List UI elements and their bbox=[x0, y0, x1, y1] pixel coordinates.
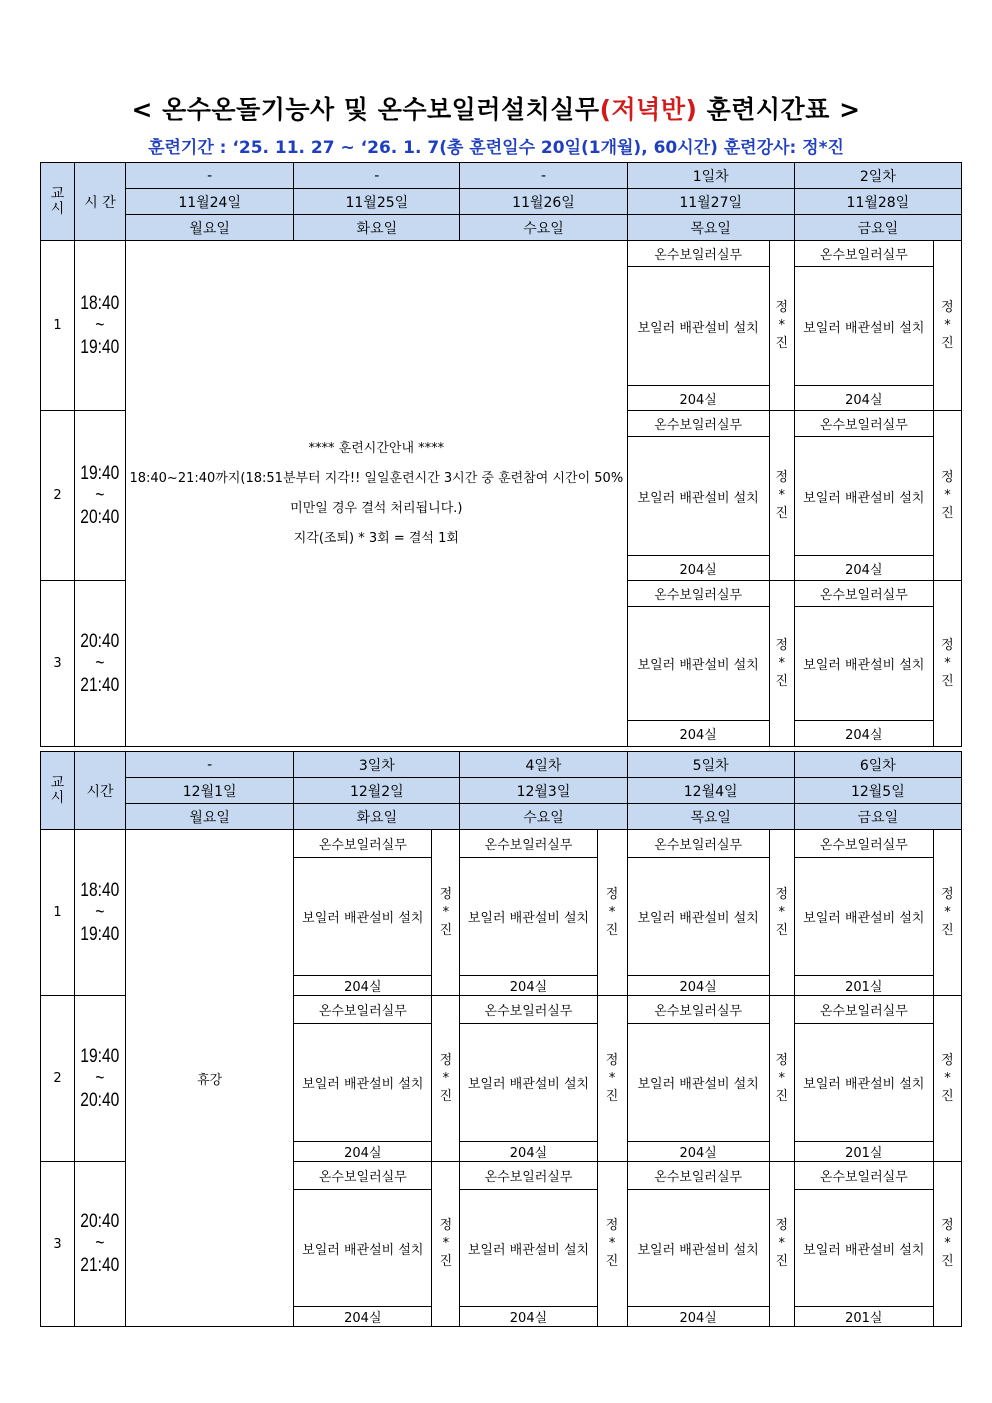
room: 204실 bbox=[627, 976, 769, 996]
instructor: 정 * 진 bbox=[769, 411, 794, 581]
course-name: 온수보일러실무 bbox=[794, 411, 933, 437]
course-name: 온수보일러실무 bbox=[627, 830, 769, 858]
day-weekday: 화요일 bbox=[294, 215, 460, 241]
course-name: 온수보일러실무 bbox=[794, 830, 933, 858]
instructor: 정 * 진 bbox=[933, 411, 961, 581]
day-date: 11월28일 bbox=[794, 189, 961, 215]
period-number: 1 bbox=[41, 830, 75, 996]
day-seq: 3일차 bbox=[294, 752, 460, 778]
day-weekday: 수요일 bbox=[460, 215, 627, 241]
course-name: 온수보일러실무 bbox=[627, 411, 769, 437]
room: 204실 bbox=[627, 721, 769, 747]
lesson-content: 보일러 배관설비 설치 bbox=[794, 1024, 933, 1142]
lesson-content: 보일러 배관설비 설치 bbox=[294, 1024, 432, 1142]
day-date: 11월27일 bbox=[627, 189, 794, 215]
instructor: 정 * 진 bbox=[432, 996, 460, 1162]
room: 204실 bbox=[294, 1307, 432, 1327]
period-header: 교 시 bbox=[41, 163, 75, 241]
instructor: 정 * 진 bbox=[769, 241, 794, 411]
room: 204실 bbox=[460, 1307, 597, 1327]
period-number: 3 bbox=[41, 1162, 75, 1327]
lesson-content: 보일러 배관설비 설치 bbox=[460, 1190, 597, 1307]
notice-tardy-rule: 지각(조퇴) * 3회 = 결석 1회 bbox=[293, 530, 459, 546]
instructor: 정 * 진 bbox=[933, 581, 961, 747]
period-number: 3 bbox=[41, 581, 75, 747]
time-header: 시간 bbox=[75, 752, 126, 830]
period-time: 19:40 ~ 20:40 bbox=[75, 411, 126, 581]
room: 204실 bbox=[627, 1307, 769, 1327]
room: 204실 bbox=[627, 1142, 769, 1162]
room: 201실 bbox=[794, 1307, 933, 1327]
day-date: 12월1일 bbox=[126, 778, 294, 804]
day-date: 11월25일 bbox=[294, 189, 460, 215]
notice-heading: **** 훈련시간안내 **** bbox=[308, 440, 445, 456]
period-header: 교 시 bbox=[41, 752, 75, 830]
room: 204실 bbox=[794, 556, 933, 581]
day-date: 12월3일 bbox=[460, 778, 627, 804]
period-number: 2 bbox=[41, 996, 75, 1162]
room: 204실 bbox=[627, 386, 769, 411]
lesson-content: 보일러 배관설비 설치 bbox=[460, 858, 597, 976]
instructor: 정 * 진 bbox=[933, 996, 961, 1162]
instructor: 정 * 진 bbox=[597, 1162, 627, 1327]
instructor: 정 * 진 bbox=[597, 996, 627, 1162]
title-main: < 온수온돌기능사 및 온수보일러설치실무 bbox=[131, 95, 600, 124]
period-time: 20:40 ~ 21:40 bbox=[75, 581, 126, 747]
day-seq: - bbox=[126, 752, 294, 778]
day-weekday: 수요일 bbox=[460, 804, 627, 830]
course-name: 온수보일러실무 bbox=[294, 830, 432, 858]
lesson-content: 보일러 배관설비 설치 bbox=[794, 437, 933, 556]
course-name: 온수보일러실무 bbox=[627, 241, 769, 267]
lesson-content: 보일러 배관설비 설치 bbox=[627, 1024, 769, 1142]
course-name: 온수보일러실무 bbox=[794, 581, 933, 607]
day-seq: - bbox=[460, 163, 627, 189]
instructor: 정 * 진 bbox=[933, 1162, 961, 1327]
day-date: 12월5일 bbox=[794, 778, 961, 804]
day-weekday: 금요일 bbox=[794, 804, 961, 830]
lesson-content: 보일러 배관설비 설치 bbox=[627, 437, 769, 556]
course-name: 온수보일러실무 bbox=[460, 1162, 597, 1190]
day-weekday: 금요일 bbox=[794, 215, 961, 241]
instructor: 정 * 진 bbox=[769, 581, 794, 747]
course-name: 온수보일러실무 bbox=[627, 581, 769, 607]
instructor: 정 * 진 bbox=[933, 241, 961, 411]
day-weekday: 월요일 bbox=[126, 215, 294, 241]
course-name: 온수보일러실무 bbox=[627, 996, 769, 1024]
lesson-content: 보일러 배관설비 설치 bbox=[460, 1024, 597, 1142]
instructor: 정 * 진 bbox=[432, 1162, 460, 1327]
day-seq: 6일차 bbox=[794, 752, 961, 778]
day-weekday: 목요일 bbox=[627, 215, 794, 241]
course-name: 온수보일러실무 bbox=[460, 996, 597, 1024]
room: 204실 bbox=[794, 386, 933, 411]
room: 204실 bbox=[294, 1142, 432, 1162]
no-class-label: 휴강 bbox=[126, 830, 294, 1327]
room: 204실 bbox=[794, 721, 933, 747]
course-name: 온수보일러실무 bbox=[794, 1162, 933, 1190]
lesson-content: 보일러 배관설비 설치 bbox=[627, 267, 769, 386]
training-period-info: 훈련기간 : ‘25. 11. 27 ~ ‘26. 1. 7(총 훈련일수 20일(1개월), 60시간) 훈련강사: 정*진 bbox=[148, 138, 844, 158]
period-time: 20:40 ~ 21:40 bbox=[75, 1162, 126, 1327]
instructor: 정 * 진 bbox=[769, 830, 794, 996]
day-seq: 5일차 bbox=[627, 752, 794, 778]
instructor: 정 * 진 bbox=[769, 996, 794, 1162]
course-name: 온수보일러실무 bbox=[794, 996, 933, 1024]
instructor: 정 * 진 bbox=[769, 1162, 794, 1327]
course-name: 온수보일러실무 bbox=[627, 1162, 769, 1190]
lesson-content: 보일러 배관설비 설치 bbox=[794, 607, 933, 721]
day-date: 12월2일 bbox=[294, 778, 460, 804]
period-number: 1 bbox=[41, 241, 75, 411]
room: 201실 bbox=[794, 1142, 933, 1162]
day-date: 11월26일 bbox=[460, 189, 627, 215]
room: 204실 bbox=[460, 976, 597, 996]
period-number: 2 bbox=[41, 411, 75, 581]
lesson-content: 보일러 배관설비 설치 bbox=[294, 858, 432, 976]
time-header: 시 간 bbox=[75, 163, 126, 241]
instructor: 정 * 진 bbox=[432, 830, 460, 996]
schedule-week-2 bbox=[40, 751, 962, 1327]
day-seq: 1일차 bbox=[627, 163, 794, 189]
day-weekday: 월요일 bbox=[126, 804, 294, 830]
title-suffix: 훈련시간표 > bbox=[697, 95, 861, 124]
day-weekday: 목요일 bbox=[627, 804, 794, 830]
schedule-week-1 bbox=[40, 162, 962, 747]
instructor: 정 * 진 bbox=[597, 830, 627, 996]
training-notice bbox=[126, 241, 628, 747]
period-time: 18:40 ~ 19:40 bbox=[75, 830, 126, 996]
notice-body: 18:40~21:40까지(18:51분부터 지각!! 일일훈련시간 3시간 중 훈련참여 시간이 50%미만일 경우 결석 처리됩니다.) bbox=[129, 470, 624, 516]
period-time: 18:40 ~ 19:40 bbox=[75, 241, 126, 411]
day-seq: 4일차 bbox=[460, 752, 627, 778]
lesson-content: 보일러 배관설비 설치 bbox=[294, 1190, 432, 1307]
lesson-content: 보일러 배관설비 설치 bbox=[794, 858, 933, 976]
course-name: 온수보일러실무 bbox=[794, 241, 933, 267]
room: 204실 bbox=[460, 1142, 597, 1162]
day-seq: 2일차 bbox=[794, 163, 961, 189]
day-seq: - bbox=[294, 163, 460, 189]
day-weekday: 화요일 bbox=[294, 804, 460, 830]
lesson-content: 보일러 배관설비 설치 bbox=[627, 607, 769, 721]
lesson-content: 보일러 배관설비 설치 bbox=[794, 1190, 933, 1307]
room: 201실 bbox=[794, 976, 933, 996]
room: 204실 bbox=[627, 556, 769, 581]
period-time: 19:40 ~ 20:40 bbox=[75, 996, 126, 1162]
room: 204실 bbox=[294, 976, 432, 996]
day-seq: - bbox=[126, 163, 294, 189]
title-highlight: (저녁반) bbox=[599, 95, 698, 124]
lesson-content: 보일러 배관설비 설치 bbox=[627, 858, 769, 976]
course-name: 온수보일러실무 bbox=[294, 996, 432, 1024]
day-date: 11월24일 bbox=[126, 189, 294, 215]
course-name: 온수보일러실무 bbox=[294, 1162, 432, 1190]
page-title bbox=[0, 90, 992, 126]
lesson-content: 보일러 배관설비 설치 bbox=[794, 267, 933, 386]
day-date: 12월4일 bbox=[627, 778, 794, 804]
lesson-content: 보일러 배관설비 설치 bbox=[627, 1190, 769, 1307]
course-name: 온수보일러실무 bbox=[460, 830, 597, 858]
instructor: 정 * 진 bbox=[933, 830, 961, 996]
